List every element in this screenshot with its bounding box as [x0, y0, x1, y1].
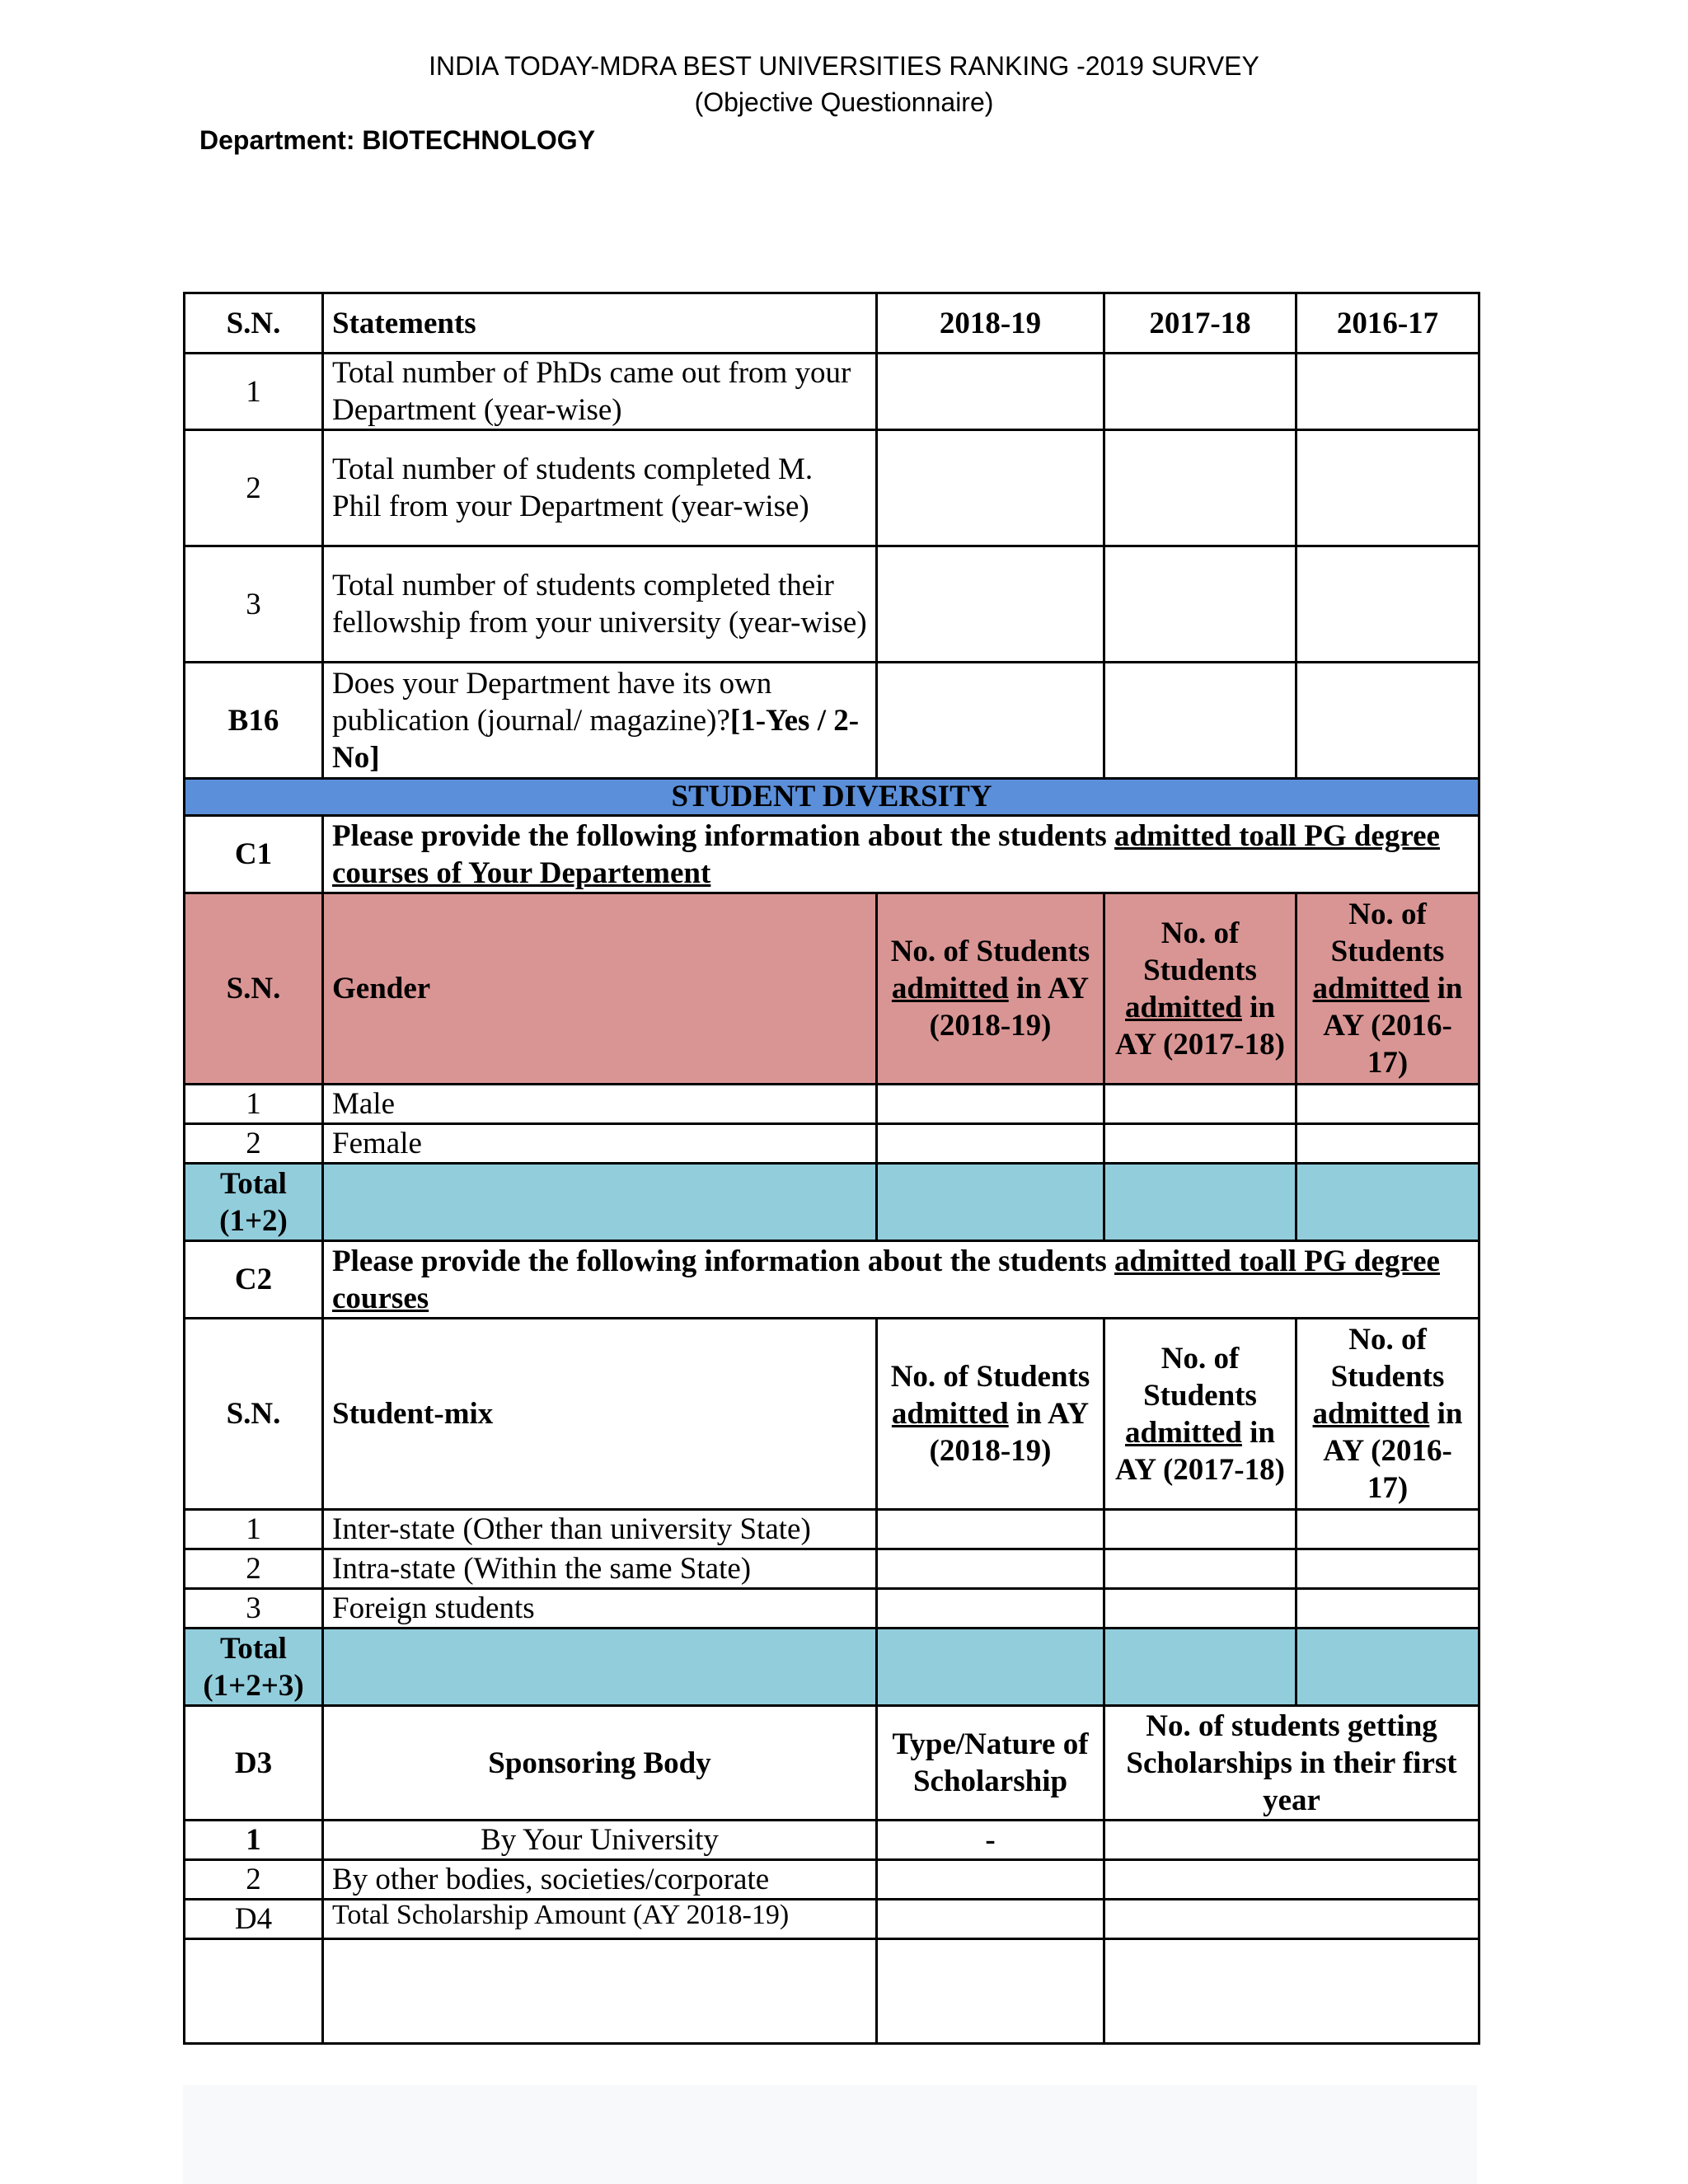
gender-header-row	[185, 893, 1479, 1085]
gender-header-2017-18	[1104, 893, 1296, 1085]
statement-options: [1-Yes / 2-No]	[332, 703, 860, 775]
table-row	[185, 663, 1479, 779]
table-row	[185, 1549, 1479, 1589]
mix-header-2018-19	[877, 1319, 1104, 1510]
row-statement	[323, 663, 877, 779]
colhead-underlined: admitted	[1125, 990, 1242, 1024]
row-sn: 1	[185, 1510, 323, 1549]
answer-cell[interactable]	[877, 1549, 1104, 1589]
question-code: D3	[185, 1706, 323, 1821]
table-row	[185, 1589, 1479, 1629]
table-row	[185, 1860, 1479, 1900]
row-statement: Total number of PhDs came out from your Department (year-wise)	[323, 354, 877, 430]
answer-cell[interactable]	[877, 1900, 1104, 1939]
row-sn: 3	[185, 546, 323, 663]
colhead-text: in AY (2016-17)	[1323, 972, 1463, 1080]
row-label: Foreign students	[323, 1589, 877, 1629]
answer-cell[interactable]	[1104, 1549, 1296, 1589]
row-label: Total Scholarship Amount (AY 2018-19)	[323, 1900, 877, 1939]
total-cell	[323, 1164, 877, 1241]
answer-cell[interactable]	[1296, 546, 1479, 663]
colhead-text: No. of Students	[890, 935, 1090, 968]
header-year-2017-18: 2017-18	[1104, 293, 1296, 354]
table-row	[185, 1821, 1479, 1860]
total-cell[interactable]	[1104, 1164, 1296, 1241]
row-label: Female	[323, 1124, 877, 1164]
row-label: By other bodies, societies/corporate	[323, 1860, 877, 1900]
table-row	[185, 1510, 1479, 1549]
gender-header-label: Gender	[323, 893, 877, 1085]
empty-cell[interactable]	[877, 1939, 1104, 2044]
row-statement: Total number of students completed M. Phil from your Department (year-wise)	[323, 430, 877, 546]
scholarship-type-value: -	[877, 1821, 1104, 1860]
total-cell[interactable]	[1296, 1629, 1479, 1706]
header-statements: Statements	[323, 293, 877, 354]
section-title: STUDENT DIVERSITY	[185, 779, 1479, 816]
colhead-underlined: admitted	[1312, 972, 1430, 1005]
header-sn: S.N.	[185, 293, 323, 354]
answer-cell[interactable]	[877, 1085, 1104, 1124]
table-row	[185, 354, 1479, 430]
mix-header-2016-17	[1296, 1319, 1479, 1510]
row-sn: 2	[185, 1860, 323, 1900]
total-cell[interactable]	[1296, 1164, 1479, 1241]
question-text	[323, 1241, 1479, 1319]
answer-cell[interactable]	[877, 354, 1104, 430]
gender-header-2018-19	[877, 893, 1104, 1085]
colhead-text: No. of Students	[890, 1360, 1090, 1394]
colhead-text: No. of Students	[1330, 898, 1445, 968]
survey-subtitle: (Objective Questionnaire)	[694, 87, 994, 117]
question-text-underlined: admitted toall PG degree courses of Your Departement	[332, 818, 1440, 890]
answer-cell[interactable]	[877, 546, 1104, 663]
answer-cell[interactable]	[1104, 430, 1296, 546]
colhead-text: in AY (2017-18)	[1115, 990, 1285, 1062]
answer-cell[interactable]	[1296, 354, 1479, 430]
answer-cell[interactable]	[877, 663, 1104, 779]
row-statement: Total number of students completed their fellowship from your university (year-wise)	[323, 546, 877, 663]
answer-cell[interactable]	[877, 1124, 1104, 1164]
table-header-row	[185, 293, 1479, 354]
empty-cell[interactable]	[323, 1939, 877, 2044]
answer-cell[interactable]	[877, 1589, 1104, 1629]
total-label: Total (1+2)	[185, 1164, 323, 1241]
table-row	[185, 1124, 1479, 1164]
gender-header-sn: S.N.	[185, 893, 323, 1085]
answer-cell[interactable]	[1104, 1085, 1296, 1124]
answer-cell[interactable]	[1104, 1821, 1479, 1860]
survey-title: INDIA TODAY-MDRA BEST UNIVERSITIES RANKING -2019 SURVEY	[429, 51, 1259, 81]
empty-cell	[185, 1939, 323, 2044]
mix-header-sn: S.N.	[185, 1319, 323, 1510]
colhead-text: No. of Students	[1143, 1341, 1257, 1413]
answer-cell[interactable]	[1104, 663, 1296, 779]
answer-cell[interactable]	[1296, 1589, 1479, 1629]
answer-cell[interactable]	[1296, 1549, 1479, 1589]
total-cell[interactable]	[1104, 1629, 1296, 1706]
answer-cell[interactable]	[1104, 1124, 1296, 1164]
total-cell[interactable]	[877, 1629, 1104, 1706]
answer-cell[interactable]	[1104, 354, 1296, 430]
colhead-text: in AY (2016-17)	[1323, 1397, 1463, 1505]
question-row-c1	[185, 816, 1479, 893]
colhead-text: in AY (2017-18)	[1115, 1415, 1285, 1487]
scholarship-type-header: Type/Nature of Scholarship	[877, 1706, 1104, 1821]
total-row	[185, 1164, 1479, 1241]
header-year-2018-19: 2018-19	[877, 293, 1104, 354]
row-label: Inter-state (Other than university State)	[323, 1510, 877, 1549]
question-text-plain: Please provide the following information about the students	[332, 1244, 1115, 1278]
section-row	[185, 779, 1479, 816]
row-label: Male	[323, 1085, 877, 1124]
table-row	[185, 546, 1479, 663]
scholarship-count-header: No. of students getting Scholarships in their first year	[1104, 1706, 1479, 1821]
colhead-text: in AY (2018-19)	[929, 1397, 1090, 1468]
answer-cell[interactable]	[1104, 1589, 1296, 1629]
mix-header-2017-18	[1104, 1319, 1296, 1510]
question-text-underlined: admitted toall PG degree courses	[332, 1244, 1440, 1315]
answer-cell[interactable]	[877, 430, 1104, 546]
table-row	[185, 1900, 1479, 1939]
row-label: Intra-state (Within the same State)	[323, 1549, 877, 1589]
department-label: Department: BIOTECHNOLOGY	[199, 125, 596, 155]
mix-header-label: Student-mix	[323, 1319, 877, 1510]
row-sn: B16	[185, 663, 323, 779]
gender-header-2016-17	[1296, 893, 1479, 1085]
questionnaire-table	[183, 292, 1480, 2045]
table-row	[185, 1085, 1479, 1124]
answer-cell[interactable]	[877, 1860, 1104, 1900]
table-row	[185, 430, 1479, 546]
answer-cell[interactable]	[1296, 1510, 1479, 1549]
question-code: C1	[185, 816, 323, 893]
question-code: C2	[185, 1241, 323, 1319]
answer-cell[interactable]	[1104, 546, 1296, 663]
answer-cell[interactable]	[1296, 1124, 1479, 1164]
header-year-2016-17: 2016-17	[1296, 293, 1479, 354]
total-row	[185, 1629, 1479, 1706]
row-sn: 3	[185, 1589, 323, 1629]
colhead-text: in AY (2018-19)	[929, 972, 1090, 1043]
total-cell	[323, 1629, 877, 1706]
answer-cell[interactable]	[877, 1510, 1104, 1549]
colhead-underlined: admitted	[891, 972, 1009, 1005]
row-sn: D4	[185, 1900, 323, 1939]
mix-header-row	[185, 1319, 1479, 1510]
colhead-underlined: admitted	[1312, 1397, 1430, 1431]
colhead-text: No. of Students	[1143, 916, 1257, 987]
sponsoring-body-header: Sponsoring Body	[323, 1706, 877, 1821]
answer-cell[interactable]	[1296, 663, 1479, 779]
table-row	[185, 1939, 1479, 2044]
question-row-d3	[185, 1706, 1479, 1821]
page-bottom-shade	[183, 2085, 1477, 2184]
question-text-plain: Please provide the following information about the students	[332, 818, 1115, 853]
row-sn: 1	[185, 1821, 323, 1860]
colhead-text: No. of Students	[1330, 1323, 1445, 1394]
empty-cell[interactable]	[1104, 1939, 1479, 2044]
answer-cell[interactable]	[1104, 1900, 1479, 1939]
colhead-underlined: admitted	[1125, 1415, 1242, 1450]
row-sn: 1	[185, 354, 323, 430]
answer-cell[interactable]	[1104, 1510, 1296, 1549]
answer-cell[interactable]	[1296, 1085, 1479, 1124]
answer-cell[interactable]	[1296, 430, 1479, 546]
row-sn: 2	[185, 1549, 323, 1589]
row-sn: 2	[185, 430, 323, 546]
total-cell[interactable]	[877, 1164, 1104, 1241]
total-label: Total (1+2+3)	[185, 1629, 323, 1706]
statement-text: Does your Department have its own publication (journal/ magazine)?	[332, 666, 772, 738]
question-text	[323, 816, 1479, 893]
row-sn: 1	[185, 1085, 323, 1124]
colhead-underlined: admitted	[891, 1397, 1009, 1431]
row-label: By Your University	[323, 1821, 877, 1860]
question-row-c2	[185, 1241, 1479, 1319]
answer-cell[interactable]	[1104, 1860, 1479, 1900]
row-sn: 2	[185, 1124, 323, 1164]
